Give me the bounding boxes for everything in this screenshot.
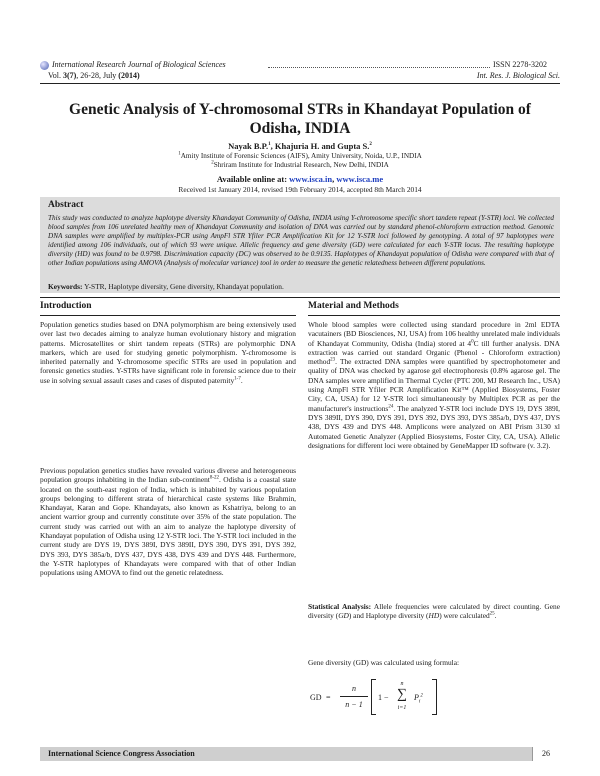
methods-paragraph-1: Whole blood samples were collected using standard procedure in 2ml EDTA vacutainers (BD Biosciences, NJ, USA) from 106 healthy unrelated male individuals of Khandayat Community, Odisha (India) stored at $4^0C$ till further analysis. DNA extraction was carried out standard Organic (Phenol - Chloroform extraction) method$^{23}$. The extracted DNA samples were quantified by spectrophotometer and quality of DNA was checked by agarose gel electrophoresis (0.8% agarose gel. The DNA samples were amplified in Thermal Cycler (PTC 200, MJ Research Inc., USA) using AmpFl STR Yfiler PCR Amplification Kit™ (Applied Biosystems, Foster City, CA, USA) for 12 Y-STR loci simultaneously by Multiplex PCR as per the manufacturer's instructions$^{24}$. The analyzed Y-STR loci include DYS 19, DYS 389I, DYS 389II, DYS 390, DYS 391, DYS 392, DYS 393, DYS 385a/b, DYS 437, DYS 438, DYS 439 and DYS 448. Amplicons were analyzed on ABI Prism 3130 xl Automated Genetic Analyzer (Applied Biosystems, Foster City, CA, USA). Allelic designations for different loci were obtained by GeneMapper ID software (v. 3.2).: [308, 320, 561, 450]
formula-denominator: n − 1: [345, 700, 363, 709]
formula-sum-lower: i=1: [397, 705, 407, 711]
paper-title: Genetic Analysis of Y-chromosomal STRs in Khandayat Population of Odisha, INDIA: [69, 101, 531, 137]
issn: ISSN 2278-3202: [493, 60, 548, 69]
formula-equals: =: [326, 693, 331, 702]
statistical-analysis-paragraph: Statistical Analysis: Allele frequencies were calculated by direct counting. Gene diversity (GD) and Haplotype diversity (HD) were calculated$^{25}$.: [308, 602, 560, 621]
formula-term: $P_i^2$: [414, 693, 423, 705]
footer-organization: International Science Congress Association: [48, 749, 195, 758]
header-rule: [40, 83, 560, 84]
formula-left-bracket: [371, 679, 376, 715]
header-divider: [268, 67, 490, 68]
journal-name: International Research Journal of Biological Sciences: [52, 60, 226, 69]
affiliation-2: $^2$Shriram Institute for Industrial Research, New Delhi, INDIA: [211, 160, 389, 169]
isca-me-link[interactable]: www.isca.me: [336, 174, 384, 184]
affiliation-1: $^1$Amity Institute of Forensic Sciences (AIFS), Amity University, Noida, U.P., INDIA: [178, 151, 422, 160]
journal-abbrev: Int. Res. J. Biological Sci.: [476, 71, 560, 80]
formula-fraction-bar: [340, 696, 368, 697]
journal-logo-icon: [40, 61, 49, 70]
abstract-divider: [40, 297, 560, 298]
received-dates: Received 1st January 2014, revised 19th February 2014, accepted 8th March 2014: [178, 185, 422, 194]
journal-header: [40, 60, 226, 70]
methods-heading: Material and Methods: [308, 301, 399, 311]
volume-info: Vol. 3(7), 26-28, July (2014): [48, 71, 140, 80]
introduction-rule: [40, 315, 296, 316]
introduction-heading: Introduction: [40, 301, 92, 311]
abstract-heading: Abstract: [48, 200, 84, 210]
formula-sum-upper: n: [400, 681, 404, 687]
authors: Nayak B.P.$^1$, Khajuria H. and Gupta S.$^2$: [228, 141, 372, 151]
formula-one-minus: 1 −: [378, 693, 389, 702]
isca-in-link[interactable]: www.isca.in: [289, 174, 333, 184]
formula-right-bracket: [432, 679, 437, 715]
abstract-text: This study was conducted to analyze haplotype diversity Khandayat Community of Odisha, INDIA using Y-chromosome specific short tandem repeat (Y-STR) loci. We collected blood samples from 106 unrelated healthy men of Khandayat Community and isolation of DNA was carried out by standard phenol-chloroform extraction method. Genomic DNA samples were amplified by multiplex-PCR using AmpFl STR Yfiler PCR Amplification Kit for 12 Y-STR loci followed by genotyping. A total of 97 haplotypes were identified among 106 individuals, out of which 93 were unique. Allelic frequency and gene diversity (GD) were calculated for each Y-STR locus. The resulting haplotype diversity (HD) was found to be 0.9798. Discrimination capacity (DC) was observed to be 0.9135. Haplotypes of Khandayat population of Odisha were compared with that of other Indian populations using AMOVA (Analysis of molecular variance) tool in order to measure the genetic relatedness between different populations.: [48, 214, 554, 267]
availability-line: Available online at: www.isca.in, www.isca.me: [216, 174, 384, 184]
methods-rule: [308, 315, 560, 316]
formula-numerator: n: [352, 684, 356, 693]
introduction-paragraph-1: Population genetics studies based on DNA polymorphism are being extensively used over last two decades aiming to analyze human evolutionary history and migration patterns. Microsatellites or shirt tandem repeats (STRs) are polymorphic DNA markers, which are used for studying genetic polymorphism. Y-chromosome is inherited paternally and Y-chromosome specific STRs are used in population and forensic genetics studies. Y-STRs have significant role in forensic science due to their use in solving sexual assault cases and cases of disputed paternity$^{1-7}$.: [40, 320, 296, 385]
keywords: Keywords: Y-STR, Haplotype diversity, Gene diversity, Khandayat population.: [48, 282, 284, 291]
introduction-paragraph-2: Previous population genetics studies have revealed various diverse and heterogeneous population groups inhabiting in the Indian sub-continent$^{8-22}$. Odisha is a coastal state located on the south-east region of India, which is inhabited by various population groups belonging to different strata of hierarchical caste systems like Brahmin, Khandayat, Karan and Gope. Khandayats, also known as Kshatriya, belong to an ancient warrior group and currently constitute over 35% of the state population. The current study was carried out with an aim to analyze the haplotype diversity of Khandayat population of Odisha using 12 Y-STR loci. The Y-STR loci included in the current study are DYS 19, DYS 389I, DYS 389II, DYS 390, DYS 391, DYS 392, DYS 393, DYS 385a/b, DYS 437, DYS 438, DYS 439 and DYS 448. Furthermore, the Y-STR haplotypes of Khandayats were compared with that of other Indian populations using AMOVA to find out the genetic relatedness.: [40, 466, 296, 578]
formula-lhs: GD: [310, 693, 322, 702]
gd-formula-intro: Gene diversity (GD) was calculated using formula:: [308, 658, 460, 667]
formula-sum-icon: ∑: [397, 687, 407, 702]
gene-diversity-formula: [310, 677, 510, 723]
page-number: 26: [542, 749, 550, 758]
